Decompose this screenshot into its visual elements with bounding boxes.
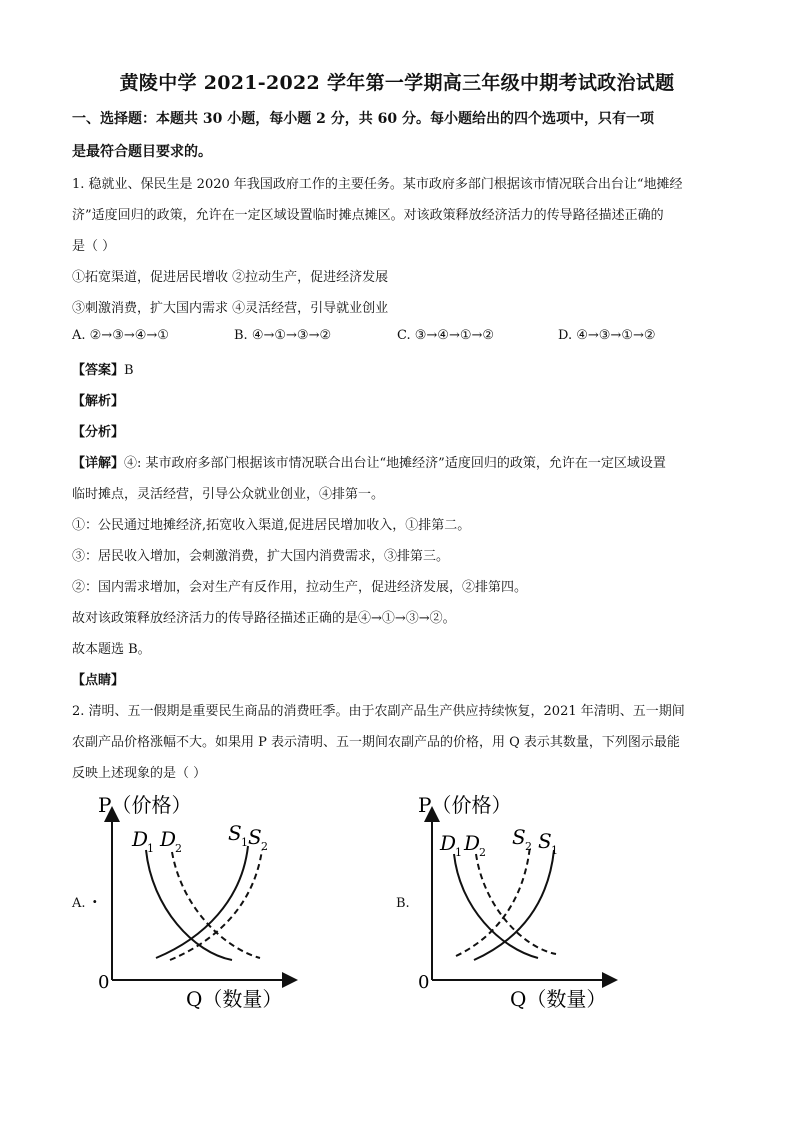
page-title: 黄陵中学 2021-2022 学年第一学期高三年级中期考试政治试题	[119, 72, 675, 94]
fenxi-label: 【分析】	[72, 425, 125, 440]
q1-item-line-1: ①拓宽渠道，促进居民增收 ②拉动生产，促进经济发展	[72, 270, 389, 285]
graph-a-y-axis-label: P（价格）	[98, 793, 192, 817]
graph-b-d2-curve	[476, 854, 556, 954]
q1-answer	[72, 359, 134, 378]
graph-b-d1-label: D	[440, 831, 457, 855]
graph-a-x-axis-label: Q（数量）	[186, 987, 283, 1011]
graph-b-origin: 0	[418, 972, 430, 993]
q1-choice-b: B. ④→①→③→②	[234, 328, 332, 343]
q1-detail-line-4: ③：居民收入增加，会刺激消费，扩大国内消费需求，③排第三。	[72, 549, 450, 564]
q1-detail-text-1: ④: 某市政府多部门根据该市情况联合出台让“地摊经济”适度回归的政策，允许在一定区域设置	[124, 456, 666, 471]
detail-label: 【详解】	[72, 456, 125, 471]
answer-label: 【答案】	[72, 363, 125, 378]
q1-detail-line-6: 故对该政策释放经济活力的传导路径描述正确的是④→①→③→②。	[72, 611, 456, 626]
graph-a-d1-label: D	[132, 827, 149, 851]
q2-stem-line-2: 农副产品价格涨幅不大。如果用 P 表示清明、五一期间农副产品的价格，用 Q 表示其数量，下列图示最能	[72, 735, 680, 750]
graph-b	[414, 788, 634, 1022]
q1-choice-a: A. ②→③→④→①	[72, 328, 169, 343]
graph-b-s1-label: S	[538, 829, 552, 853]
graph-a-s1-label: S	[228, 821, 242, 845]
graph-b-d2-label: D	[464, 831, 481, 855]
graph-a	[94, 788, 314, 1022]
graph-b-s2-label: S	[512, 825, 526, 849]
graph-a-d2-label: D	[160, 827, 177, 851]
q1-detail-line-3: ①：公民通过地摊经济,拓宽收入渠道,促进居民增加收入，①排第二。	[72, 518, 471, 533]
graph-b-s2-sub: 2	[525, 840, 532, 853]
graph-a-s1-sub: 1	[241, 836, 248, 849]
q1-detail-line-5: ②：国内需求增加，会对生产有反作用，拉动生产，促进经济发展，②排第四。	[72, 580, 528, 595]
q1-detail-line-2: 临时摊点，灵活经营，引导公众就业创业，④排第一。	[72, 487, 385, 502]
q1-stem-line-1: 1. 稳就业、保民生是 2020 年我国政府工作的主要任务。某市政府多部门根据该市情况联合出台让“地摊经	[72, 177, 683, 192]
q2-stem-line-1: 2. 清明、五一假期是重要民生商品的消费旺季。由于农副产品生产供应持续恢复，2021 年清明、五一期间	[72, 704, 685, 719]
graph-a-origin: 0	[98, 972, 110, 993]
q2-option-a-label: A.	[72, 896, 86, 911]
analysis-label: 【解析】	[72, 394, 125, 409]
q1-detail-line-7: 故本题选 B。	[72, 642, 151, 657]
q1-item-line-2: ③刺激消费，扩大国内需求 ④灵活经营，引导就业创业	[72, 301, 389, 316]
q1-stem-line-3: 是（ ）	[72, 239, 116, 254]
graph-a-s2-sub: 2	[261, 840, 268, 853]
graph-b-y-axis-label: P（价格）	[418, 793, 512, 817]
section-heading-line-1: 一、选择题：本题共 30 小题，每小题 2 分，共 60 分。每小题给出的四个选项中，只有一项	[72, 111, 654, 127]
graph-b-d2-sub: 2	[479, 846, 486, 859]
graph-a-s2-label: S	[248, 825, 262, 849]
graph-a-d1-curve	[146, 850, 232, 960]
graph-a-s1-curve	[156, 846, 248, 958]
q2-option-a-dot: ·	[92, 892, 98, 911]
section-heading-line-2: 是最符合题目要求的。	[72, 144, 212, 160]
answer-value: B	[124, 363, 134, 378]
q1-detail-line-1	[72, 452, 666, 471]
graph-b-d1-sub: 1	[455, 846, 462, 859]
graph-a-d2-sub: 2	[175, 842, 182, 855]
q1-stem-line-2: 济”适度回归的政策，允许在一定区域设置临时摊点摊区。对该政策释放经济活力的传导路径描述正确的	[72, 208, 664, 223]
graph-b-x-axis-label: Q（数量）	[510, 987, 607, 1011]
q2-stem-line-3: 反映上述现象的是（ ）	[72, 766, 207, 781]
graph-b-s1-sub: 1	[551, 844, 558, 857]
graph-b-s1-curve	[474, 850, 554, 960]
q1-choice-c: C. ③→④→①→②	[397, 328, 495, 343]
q2-option-b-label: B.	[396, 896, 410, 911]
graph-a-d1-sub: 1	[147, 842, 154, 855]
q1-choice-d: D. ④→③→①→②	[558, 328, 656, 343]
comment-label: 【点睛】	[72, 673, 125, 688]
